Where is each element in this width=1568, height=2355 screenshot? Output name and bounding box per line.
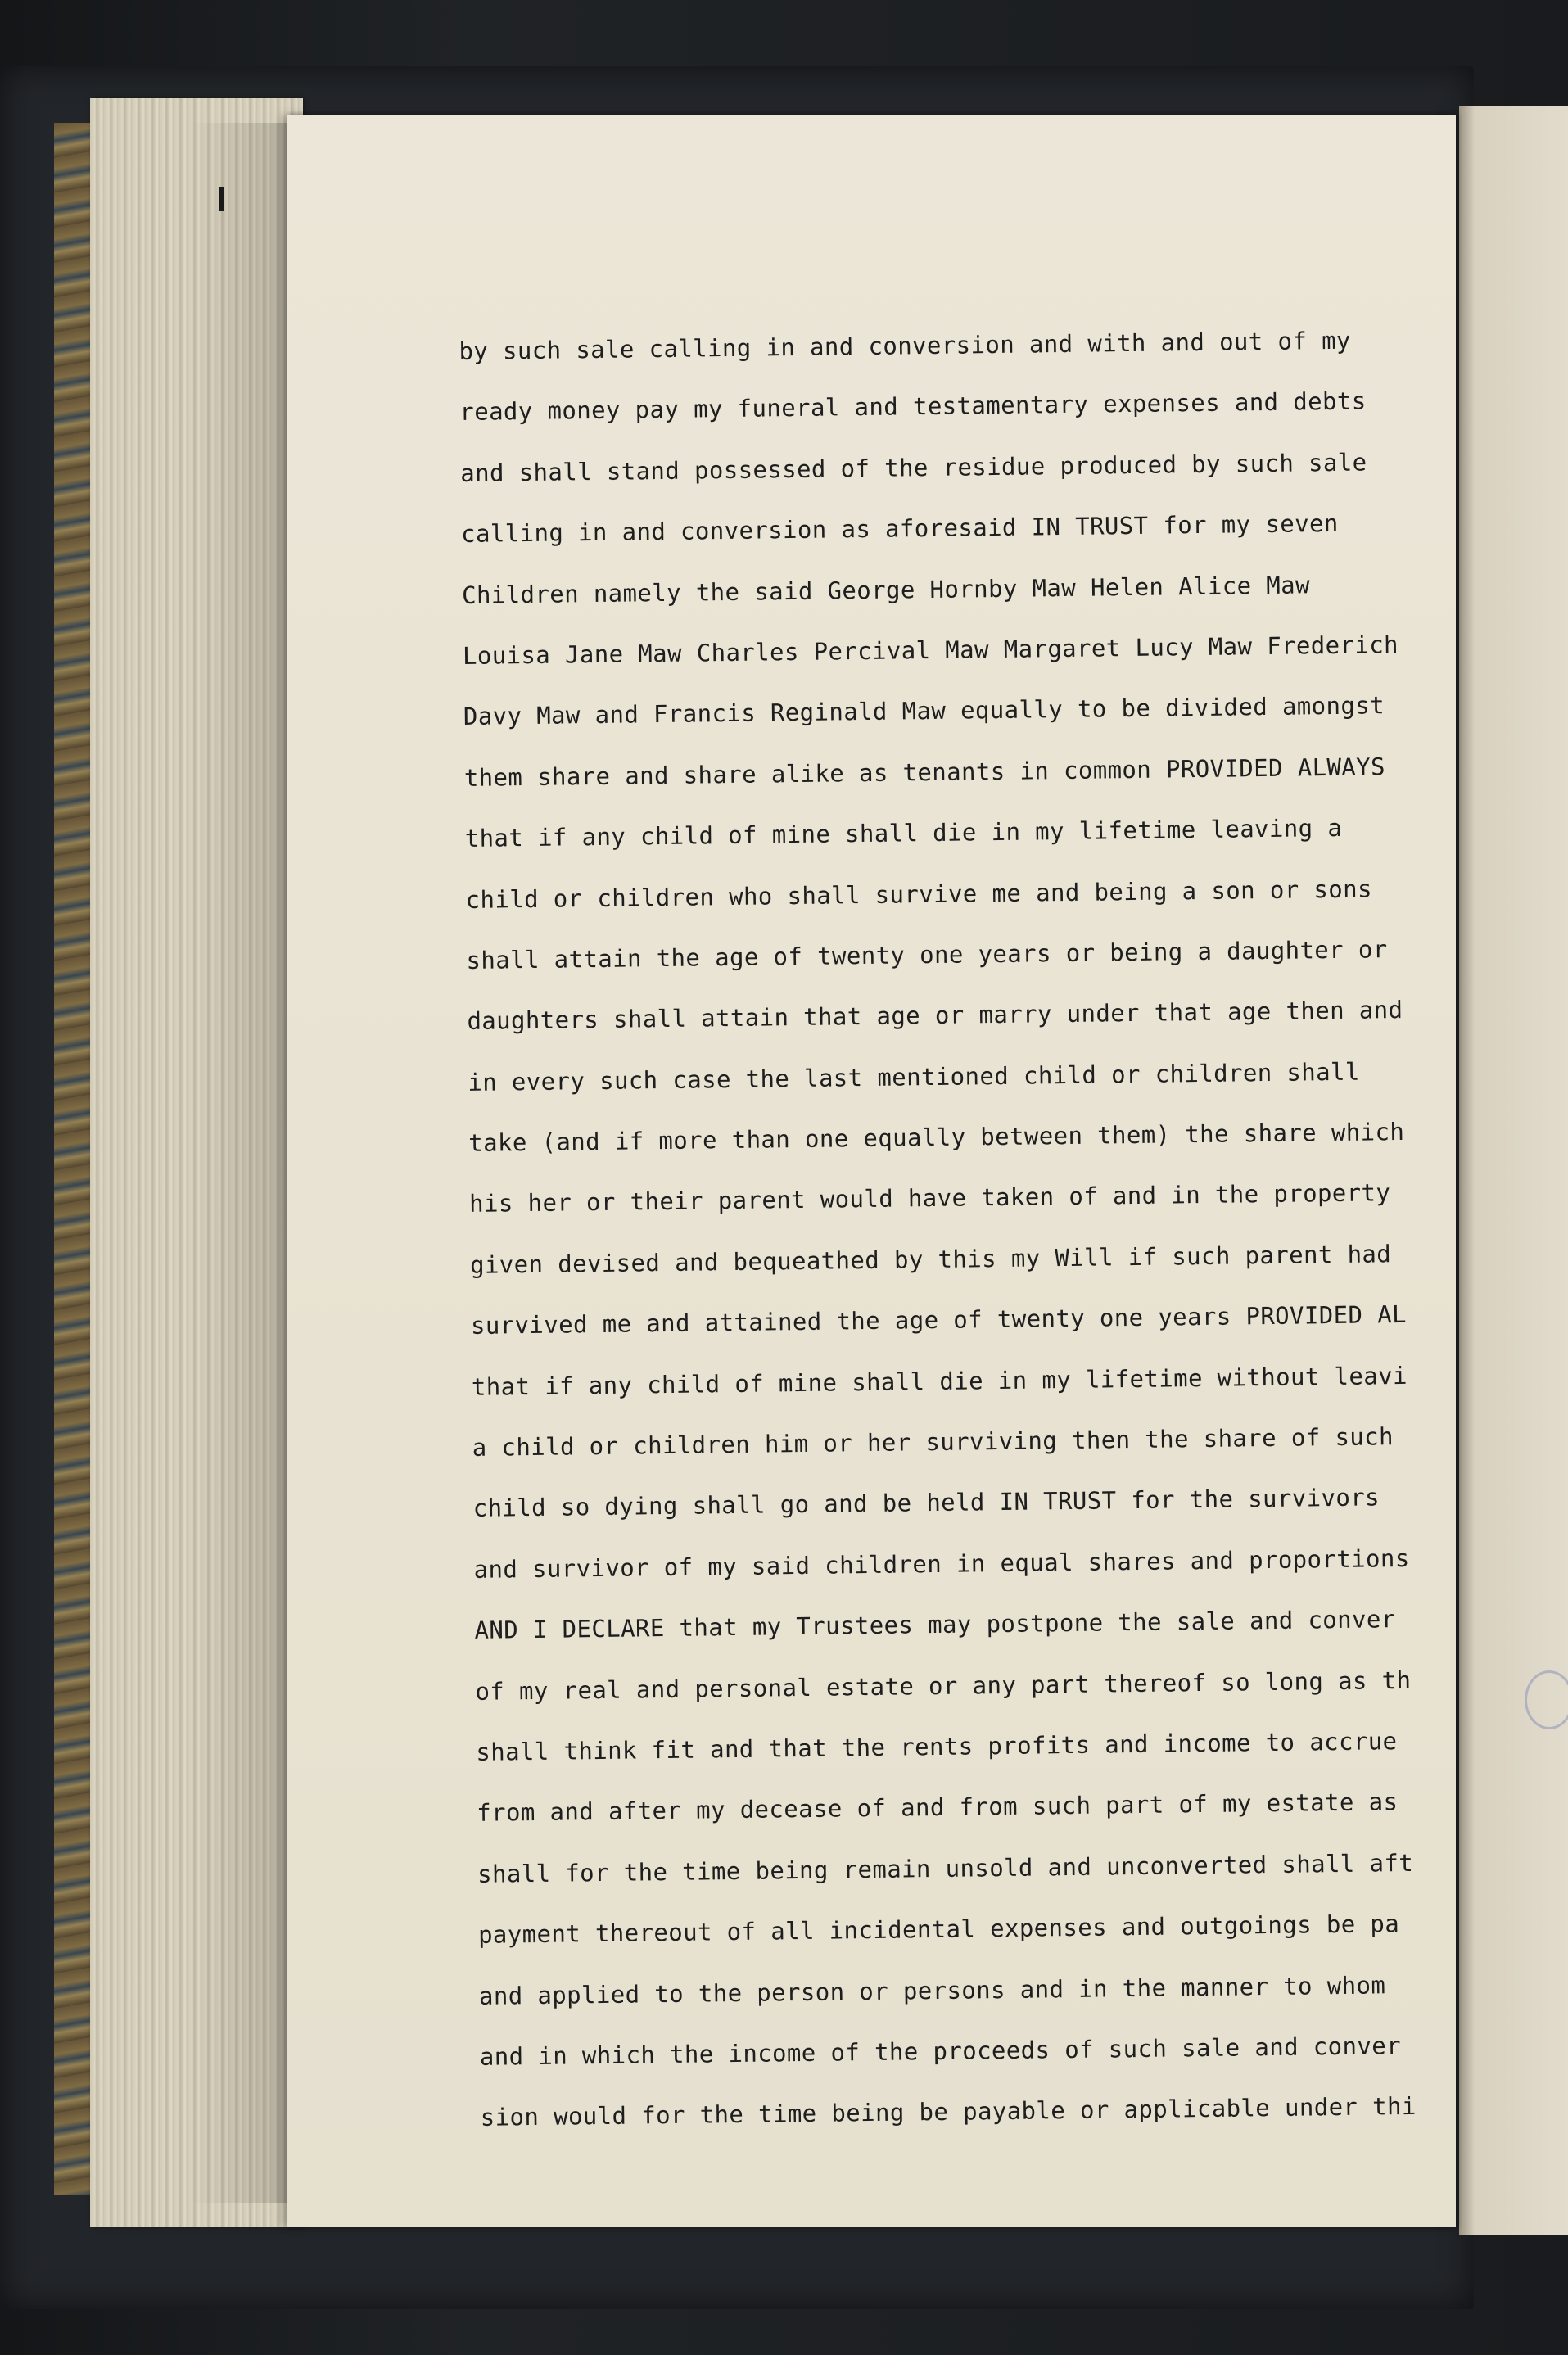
text-line: Davy Maw and Francis Reginald Maw equally to be divided amongst: [463, 691, 1385, 731]
text-line: Children namely the said George Hornby Maw Helen Alice Maw: [461, 570, 1311, 609]
text-line: Louisa Jane Maw Charles Percival Maw Margaret Lucy Maw Frederich: [462, 630, 1399, 670]
text-line: shall think fit and that the rents profits and income to accrue: [476, 1727, 1398, 1766]
text-line: that if any child of mine shall die in my lifetime without leavi: [471, 1361, 1408, 1401]
text-line: by such sale calling in and conversion and with and out of my: [459, 326, 1352, 365]
typed-text-block: [459, 309, 1488, 2149]
text-line: calling in and conversion as aforesaid IN TRUST for my seven: [460, 509, 1339, 549]
text-line: shall for the time being remain unsold and unconverted shall aft: [477, 1848, 1414, 1888]
text-line: child or children who shall survive me and being a son or sons: [465, 874, 1373, 914]
text-line: a child or children him or her surviving then the share of such: [472, 1422, 1394, 1462]
text-line: shall attain the age of twenty one years or being a daughter or: [466, 935, 1388, 974]
text-line: and shall stand possessed of the residue produced by such sale: [460, 448, 1367, 487]
text-line: payment thereout of all incidental expenses and outgoings be pa: [477, 1910, 1400, 1950]
margin-mark: [219, 187, 224, 211]
text-line: and survivor of my said children in equal shares and proportions: [473, 1544, 1410, 1584]
text-line: take (and if more than one equally between them) the share which: [468, 1118, 1405, 1158]
library-stamp-icon: [1525, 1670, 1568, 1729]
text-line: ready money pay my funeral and testamentary expenses and debts: [459, 386, 1367, 427]
text-line: his her or their parent would have taken of and in the property: [468, 1178, 1391, 1218]
text-line: AND I DECLARE that my Trustees may postpone the sale and conver: [474, 1605, 1396, 1645]
text-line: given devised and bequeathed by this my Will if such parent had: [469, 1240, 1392, 1279]
page-edges-shadow: [188, 123, 303, 2203]
text-line: of my real and personal estate or any part thereof so long as th: [475, 1666, 1412, 1706]
marbled-endpaper: [54, 123, 92, 2195]
text-line: them share and share alike as tenants in common PROVIDED ALWAYS: [463, 752, 1386, 792]
text-line: survived me and attained the age of twenty one years PROVIDED AL: [470, 1300, 1408, 1340]
text-line: that if any child of mine shall die in my lifetime leaving a: [464, 813, 1343, 853]
text-line: daughters shall attain that age or marry under that age then and: [467, 996, 1403, 1036]
text-line: child so dying shall go and be held IN TRUST for the survivors: [472, 1483, 1380, 1523]
text-line: in every such case the last mentioned child or children shall: [468, 1057, 1360, 1096]
text-line: and applied to the person or persons and in the manner to whom: [478, 1970, 1386, 2010]
text-line: and in which the income of the proceeds of such sale and conver: [479, 2032, 1402, 2071]
text-line: from and after my decease of and from such part of my estate as: [477, 1788, 1399, 1828]
text-line: sion would for the time being be payable or applicable under thi: [480, 2092, 1417, 2132]
